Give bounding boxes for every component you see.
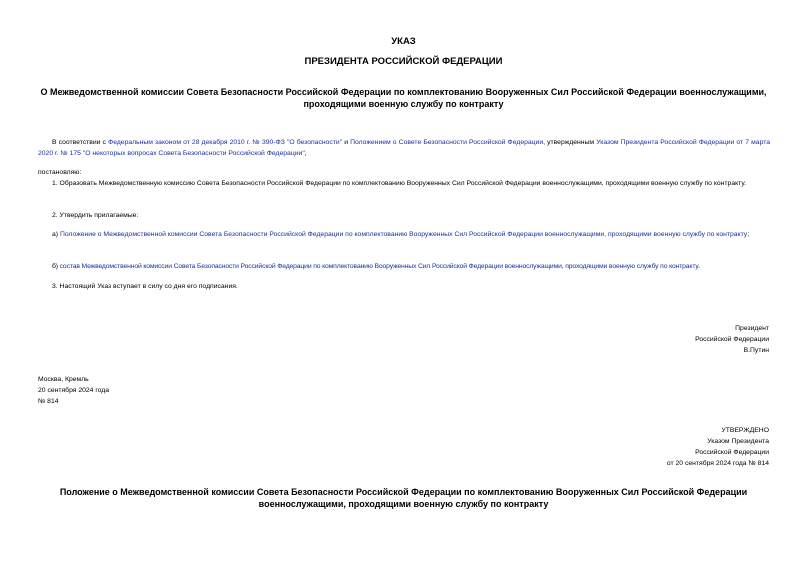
item-2a-prefix: а) <box>52 231 60 238</box>
signature-country: Российской Федерации <box>695 336 769 343</box>
item-1: 1. Образовать Межведомственную комиссию Совета Безопасности Российской Федерации по комплектованию Вооруженных Сил Российской Федерации военнослужащими, проходящими военную службу по контракту. <box>52 180 746 187</box>
item-2a-suffix: ; <box>747 231 750 238</box>
decree-title: УКАЗ <box>391 36 416 47</box>
item-3: 3. Настоящий Указ вступает в силу со дня его подписания. <box>52 283 238 290</box>
presidential-decree-175-link[interactable]: Указом Президента Российской Федерации от 7 марта 2020 г. № 175 "О некоторых вопросах Совета Безопасности Российской Федерации" <box>38 139 771 157</box>
signing-date: 20 сентября 2024 года <box>38 387 110 394</box>
preamble-text-3: , утвержденным <box>543 139 597 146</box>
item-2: 2. Утвердить прилагаемые: <box>52 212 139 219</box>
approval-country: Российской Федерации <box>695 449 769 456</box>
place-date-block <box>38 374 109 407</box>
decree-word: постановляю: <box>38 169 82 176</box>
preamble-text-4: , <box>304 150 307 157</box>
preamble-paragraph <box>38 137 770 159</box>
preamble-text-1: В соответствии с <box>52 139 109 146</box>
federal-law-link[interactable]: Федеральным законом от 28 декабря 2010 г. № 390-ФЗ "О безопасности" <box>108 139 343 146</box>
item-2a <box>38 229 770 240</box>
approval-by: Указом Президента <box>707 438 769 445</box>
signing-place: Москва, Кремль <box>38 376 89 383</box>
signature-name: В.Путин <box>743 347 769 354</box>
approval-block <box>560 425 769 469</box>
item-2b-suffix: . <box>697 263 700 270</box>
approval-date: от 20 сентября 2024 года № 814 <box>666 460 769 467</box>
item-2b <box>52 261 772 272</box>
composition-link[interactable]: состав Межведомственной комиссии Совета Безопасности Российской Федерации по комплектованию Вооруженных Сил Российской Федерации военнослужащими, проходящими военную службу по контракту <box>59 263 698 270</box>
decree-issuer: ПРЕЗИДЕНТА РОССИЙСКОЙ ФЕДЕРАЦИИ <box>304 56 503 67</box>
decree-number: № 814 <box>38 398 59 405</box>
approval-heading: УТВЕРЖДЕНО <box>721 427 769 434</box>
signature-block <box>560 323 769 356</box>
decree-subject: О Межведомственной комиссии Совета Безопасности Российской Федерации по комплектованию Вооруженных Сил Российской Федерации военнослужащими, проходящими военную службу по контракту <box>40 87 767 109</box>
regulation-link[interactable]: Положение о Межведомственной комиссии Совета Безопасности Российской Федерации по комплектованию Вооруженных Сил Российской Федерации военнослужащими, проходящими военную службу по контракту <box>59 231 748 238</box>
preamble-text-2: и <box>342 139 351 146</box>
item-2b-prefix: б) <box>52 263 60 270</box>
security-council-regulation-link[interactable]: Положением о Совете Безопасности Российской Федерации <box>350 139 544 146</box>
regulation-title: Положение о Межведомственной комиссии Совета Безопасности Российской Федерации по комплектованию Вооруженных Сил Российской Федерации военнослужащими, проходящими военную службу по контракту <box>59 487 748 509</box>
signature-position: Президент <box>735 325 769 332</box>
